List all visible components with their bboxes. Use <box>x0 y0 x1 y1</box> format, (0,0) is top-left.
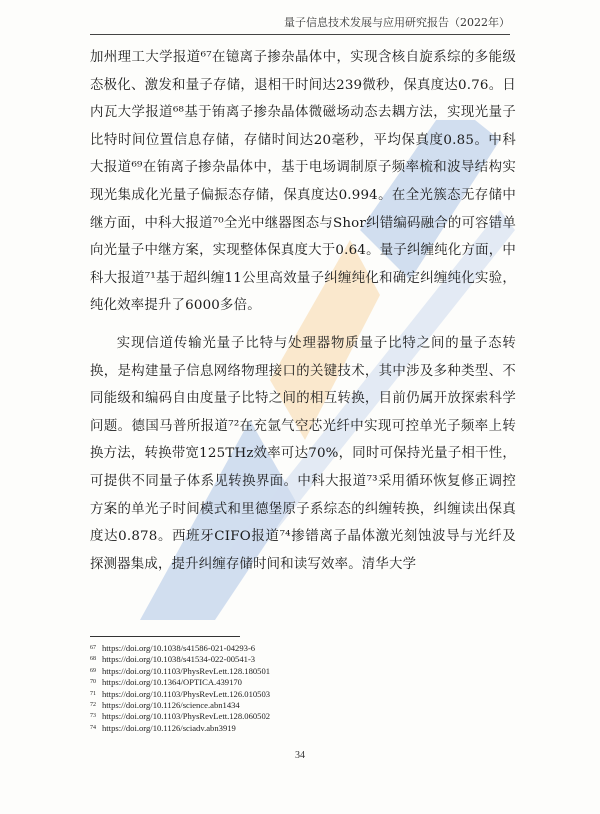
paragraph-quantum-conversion: 实现信道传输光量子比特与处理器物质量子比特之间的量子态转换，是构建量子信息网络物理接口的关键技术，其中涉及多种类型、不同能级和编码自由度量子比特之间的相互转换，目前仍属开放探索科学问题。德国马普所报道⁷²在充氩气空芯光纤中实现可控单光子频率上转换方法，转换带宽125THz效率可达70%，同时可保持光量子相干性，可提供不同量子体系见转换界面。中科大报道⁷³采用循环恢复修正调控方案的单光子时间模式和里德堡原子系综态的纠缠转换，纠缠读出保真度达0.878。西班牙CIFO报道⁷⁴掺镨离子晶体激光刻蚀波导与光纤及探测器集成，提升纠缠存储时间和读写效率。清华大学 <box>90 335 516 572</box>
footnote-item: $^{70}$ https://doi.org/10.1364/OPTICA.439170 <box>90 677 242 688</box>
footnote-item: $^{74}$ https://doi.org/10.1126/sciadv.abn3919 <box>90 722 236 733</box>
footnote-item: $^{71}$ https://doi.org/10.1103/PhysRevLett.126.010503 <box>90 688 271 699</box>
footnote-item: $^{72}$ https://doi.org/10.1126/science.abn1434 <box>90 700 240 711</box>
footnote-item: $^{68}$ https://doi.org/10.1038/s41534-022-00541-3 <box>90 654 256 665</box>
paragraph-quantum-storage: 加州理工大学报道⁶⁷在镱离子掺杂晶体中，实现含核自旋系综的多能级态极化、激发和量子存储，退相干时间达239微秒，保真度达0.76。日内瓦大学报道⁶⁸基于铕离子掺杂晶体微磁场动态去耦方法，实现光量子比特时间位置信息存储，存储时间达20毫秒，平均保真度0.85。中科大报道⁶⁹在铕离子掺杂晶体中，基于电场调制原子频率梳和波导结构实现光集成化光量子偏振态存储，保真度达0.994。在全光簇态无存储中继方面，中科大报道⁷⁰全光中继器图态与Shor纠错编码融合的可容错单向光量子中继方案，实现整体保真度大于0.64。量子纠缠纯化方面，中科大报道⁷¹基于超纠缠11公里高效量子纠缠纯化和确定纠缠纯化实验，纯化效率提升了6000多倍。 <box>90 50 516 314</box>
header-title: 量子信息技术发展与应用研究报告（2022年） <box>284 16 510 29</box>
footnote-item: $^{69}$ https://doi.org/10.1103/PhysRevLett.128.180501 <box>90 665 271 676</box>
page-number: 34 <box>295 750 305 761</box>
body-text <box>90 44 516 582</box>
running-header <box>90 14 510 35</box>
footnote-item: $^{73}$ https://doi.org/10.1103/PhysRevLett.128.060502 <box>90 711 271 722</box>
footnote-divider <box>90 636 240 637</box>
footnote-item: $^{67}$ https://doi.org/10.1038/s41586-021-04293-6 <box>90 643 256 653</box>
footnotes <box>90 636 516 734</box>
